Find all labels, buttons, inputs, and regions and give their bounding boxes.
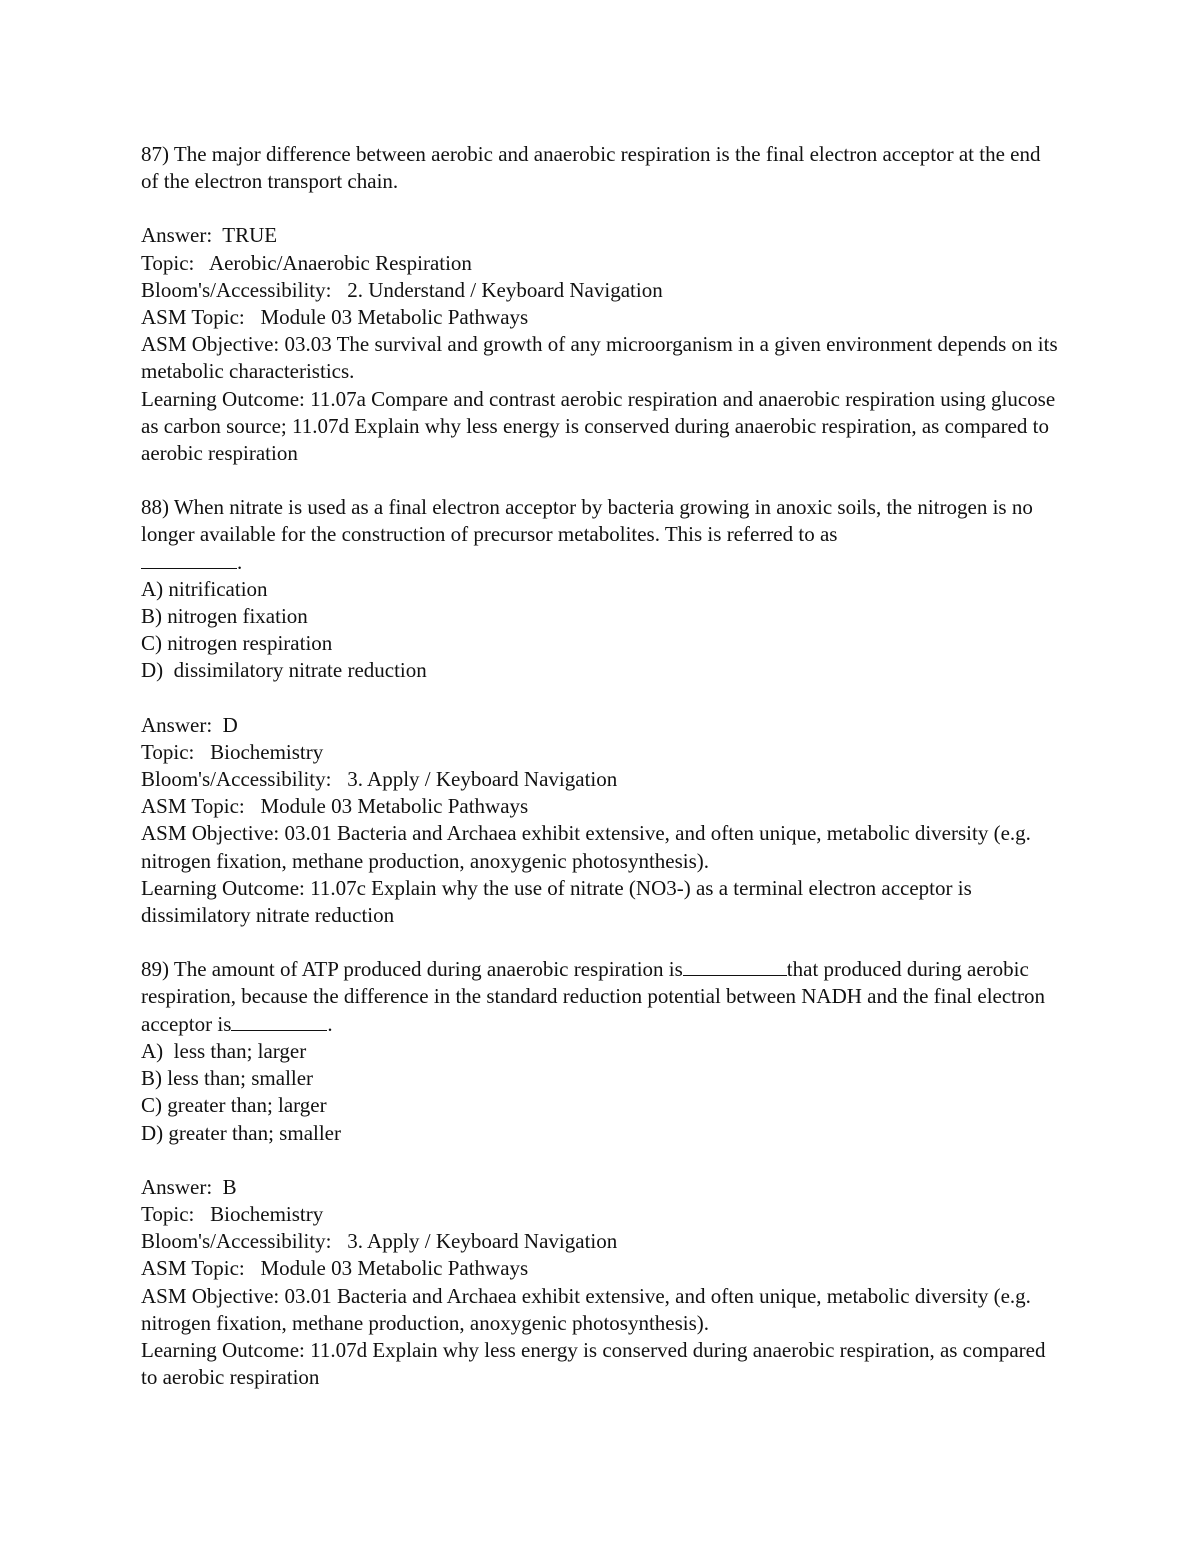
answer-blank-1 [683,957,787,976]
answer-blank-2 [231,1012,327,1031]
blooms-line: Bloom's/Accessibility: 3. Apply / Keyboard Navigation [141,1229,618,1254]
asm-objective-line: ASM Objective: 03.01 Bacteria and Archaea exhibit extensive, and often unique, metabolic diversity (e.g. nitrogen fixation, methane production, anoxygenic photosynthesis). [141,1283,1031,1335]
asm-objective-line: ASM Objective: 03.01 Bacteria and Archaea exhibit extensive, and often unique, metabolic diversity (e.g. nitrogen fixation, methane production, anoxygenic photosynthesis). [141,821,1031,873]
spacer [141,685,1061,712]
question-88 [141,494,1061,929]
question-stem-text: 88) When nitrate is used as a final electron acceptor by bacteria growing in anoxic soils, the nitrogen is no longer available for the construction of precursor metabolites. This is referred to as [141,495,1033,547]
asm-topic-line: ASM Topic: Module 03 Metabolic Pathways [141,305,529,330]
answer-line: Answer: B [141,1174,237,1199]
option-d: D) dissimilatory nitrate reduction [141,658,427,683]
answer-line: Answer: D [141,712,238,737]
option-c: C) nitrogen respiration [141,631,333,656]
option-a: A) nitrification [141,576,268,601]
topic-line: Topic: Biochemistry [141,1201,324,1226]
answer-line: Answer: TRUE [141,223,278,248]
option-b: B) less than; smaller [141,1066,314,1091]
spacer [141,1147,1061,1174]
question-stem [141,956,1061,1038]
question-stem-end: . [237,549,243,574]
spacer [141,195,1061,222]
asm-objective-line: ASM Objective: 03.03 The survival and growth of any microorganism in a given environment depends on its metabolic characteristics. [141,332,1058,384]
question-stem-text-b: that produced during aerobic respiration, because the difference in the standard reduction potential between NADH and the final electron acceptor is [141,957,1046,1036]
learning-outcome-line: Learning Outcome: 11.07c Explain why the use of nitrate (NO3-) as a terminal electron acceptor is dissimilatory nitrate reduction [141,875,972,928]
document-page [141,141,1061,1418]
option-d: D) greater than; smaller [141,1120,341,1145]
blooms-line: Bloom's/Accessibility: 3. Apply / Keyboard Navigation [141,767,618,792]
answer-blank [141,550,237,569]
option-c: C) greater than; larger [141,1093,327,1118]
question-87 [141,141,1061,467]
option-a: A) less than; larger [141,1038,307,1063]
question-stem-end: . [327,1011,333,1036]
topic-line: Topic: Biochemistry [141,739,324,764]
option-b: B) nitrogen fixation [141,604,308,629]
question-stem-text-a: 89) The amount of ATP produced during anaerobic respiration is [141,957,683,982]
blooms-line: Bloom's/Accessibility: 2. Understand / Keyboard Navigation [141,277,663,302]
asm-topic-line: ASM Topic: Module 03 Metabolic Pathways [141,1256,529,1281]
learning-outcome-line: Learning Outcome: 11.07a Compare and contrast aerobic respiration and anaerobic respiration using glucose as carbon source; 11.07d Explain why less energy is conserved during anaerobic respiration, as compared to aerobic respiration [141,386,1056,466]
question-stem [141,494,1061,576]
question-stem: 87) The major difference between aerobic and anaerobic respiration is the final electron acceptor at the end of the electron transport chain. [141,142,1041,194]
topic-line: Topic: Aerobic/Anaerobic Respiration [141,250,472,275]
question-89 [141,956,1061,1391]
asm-topic-line: ASM Topic: Module 03 Metabolic Pathways [141,794,529,819]
learning-outcome-line: Learning Outcome: 11.07d Explain why less energy is conserved during anaerobic respiration, as compared to aerobic respiration [141,1337,1046,1390]
